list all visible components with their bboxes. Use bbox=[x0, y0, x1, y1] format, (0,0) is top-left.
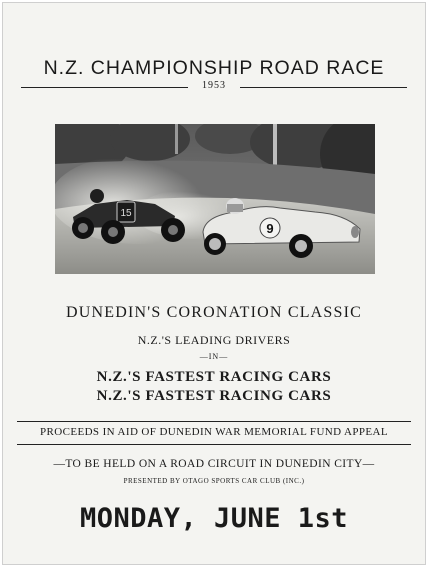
year-rule-right bbox=[240, 87, 407, 88]
fastest-cars-line-1: N.Z.'S FASTEST RACING CARS bbox=[96, 369, 332, 385]
year-label: 1953 bbox=[202, 80, 226, 91]
race-date: MONDAY, JUNE 1st bbox=[79, 503, 349, 534]
leading-drivers-line: N.Z.'S LEADING DRIVERS bbox=[137, 333, 291, 347]
poster-page bbox=[2, 2, 426, 565]
divider-bottom bbox=[17, 444, 411, 445]
presented-by-line: PRESENTED BY OTAGO SPORTS CAR CLUB (INC.) bbox=[123, 477, 305, 485]
divider-top bbox=[17, 421, 411, 422]
in-connector: —IN— bbox=[199, 352, 229, 361]
fastest-cars-line-2: N.Z.'S FASTEST RACING CARS bbox=[96, 388, 332, 404]
racing-cars-photo bbox=[55, 124, 375, 274]
coronation-classic-heading: DUNEDIN'S CORONATION CLASSIC bbox=[65, 304, 363, 321]
proceeds-line: PROCEEDS IN AID OF DUNEDIN WAR MEMORIAL FUND APPEAL bbox=[40, 426, 388, 438]
car-number-15: 15 bbox=[120, 208, 132, 219]
year-row bbox=[21, 81, 407, 93]
car-number-9: 9 bbox=[266, 221, 274, 236]
photo-illustration bbox=[55, 124, 375, 274]
held-line: —TO BE HELD ON A ROAD CIRCUIT IN DUNEDIN CITY— bbox=[53, 458, 375, 470]
poster-title: N.Z. CHAMPIONSHIP ROAD RACE bbox=[43, 57, 385, 79]
